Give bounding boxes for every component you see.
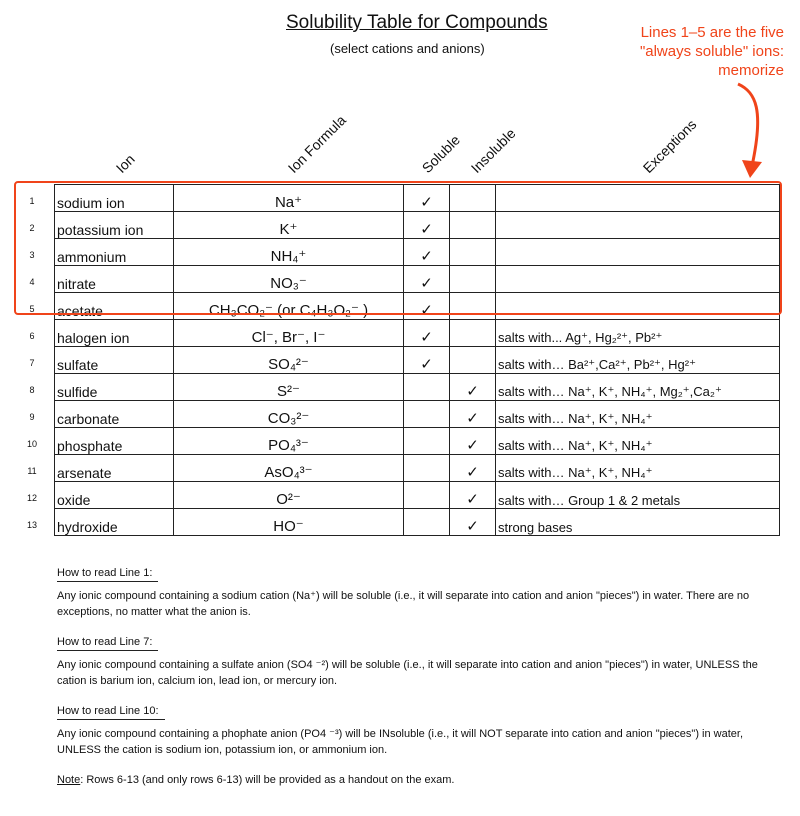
- ion-name-cell: acetate: [55, 293, 174, 320]
- exceptions-cell: strong bases: [496, 509, 780, 536]
- table-row: [55, 374, 780, 401]
- soluble-cell: [404, 482, 450, 509]
- soluble-cell: [404, 401, 450, 428]
- ion-formula-cell: Na⁺: [174, 185, 404, 212]
- note-heading: How to read Line 1:: [57, 565, 158, 582]
- column-header-ion: Ion: [112, 150, 138, 176]
- ion-name-cell: sodium ion: [55, 185, 174, 212]
- row-number: 4: [29, 277, 35, 287]
- soluble-cell: [404, 212, 450, 239]
- exceptions-cell: [496, 185, 780, 212]
- ion-name-cell: ammonium: [55, 239, 174, 266]
- row-number: 7: [29, 358, 35, 368]
- insoluble-cell: [450, 266, 496, 293]
- checkmark-icon: ✓: [466, 491, 479, 508]
- table-row: [55, 347, 780, 374]
- soluble-cell: [404, 266, 450, 293]
- row-number: 9: [29, 412, 35, 422]
- table-row: [55, 482, 780, 509]
- final-note: [57, 772, 787, 788]
- table-row: [55, 212, 780, 239]
- checkmark-icon: ✓: [466, 437, 479, 454]
- solubility-table: [54, 184, 780, 536]
- checkmark-icon: ✓: [466, 518, 479, 535]
- insoluble-cell: [450, 239, 496, 266]
- table-row: [55, 185, 780, 212]
- exceptions-cell: [496, 293, 780, 320]
- insoluble-cell: [450, 374, 496, 401]
- row-number: 8: [29, 385, 35, 395]
- row-number: 2: [29, 223, 35, 233]
- table-row: [55, 239, 780, 266]
- final-note-label: Note: [57, 774, 81, 786]
- row-number: 11: [27, 466, 37, 476]
- exceptions-cell: salts with… Na⁺, K⁺, NH₄⁺: [496, 428, 780, 455]
- row-number: 6: [29, 331, 35, 341]
- soluble-cell: [404, 293, 450, 320]
- row-number: 10: [26, 439, 37, 449]
- checkmark-icon: ✓: [420, 221, 433, 238]
- exceptions-cell: salts with… Group 1 & 2 metals: [496, 482, 780, 509]
- exceptions-cell: [496, 239, 780, 266]
- soluble-cell: [404, 347, 450, 374]
- ion-name-cell: halogen ion: [55, 320, 174, 347]
- insoluble-cell: [450, 347, 496, 374]
- ion-name-cell: sulfate: [55, 347, 174, 374]
- ion-formula-cell: S²⁻: [174, 374, 404, 401]
- note-body: Any ionic compound containing a sodium cation (Na⁺) will be soluble (i.e., it will separate into cation and anion "pieces") in water. There are no exceptions, no matter what the anion is.: [57, 590, 750, 618]
- row-number: 5: [29, 304, 35, 314]
- ion-formula-cell: O²⁻: [174, 482, 404, 509]
- checkmark-icon: ✓: [420, 194, 433, 211]
- checkmark-icon: ✓: [420, 275, 433, 292]
- checkmark-icon: ✓: [420, 356, 433, 373]
- checkmark-icon: ✓: [466, 464, 479, 481]
- ion-formula-cell: K⁺: [174, 212, 404, 239]
- ion-formula-cell: NO₃⁻: [174, 266, 404, 293]
- soluble-cell: [404, 185, 450, 212]
- ion-formula-cell: Cl⁻, Br⁻, I⁻: [174, 320, 404, 347]
- ion-name-cell: hydroxide: [55, 509, 174, 536]
- ion-name-cell: arsenate: [55, 455, 174, 482]
- table-row: [55, 293, 780, 320]
- insoluble-cell: [450, 293, 496, 320]
- exceptions-cell: [496, 212, 780, 239]
- page-subtitle: (select cations and anions): [330, 41, 485, 56]
- note-body: Any ionic compound containing a phophate anion (PO4 ⁻³) will be INsoluble (i.e., it will NOT separate into cation and anion "pieces") in water, UNLESS the cation is sodium ion, potassium ion, or ammonium ion.: [57, 728, 744, 756]
- row-number: 1: [29, 196, 35, 206]
- ion-formula-cell: PO₄³⁻: [174, 428, 404, 455]
- row-number: 13: [26, 520, 37, 530]
- checkmark-icon: ✓: [466, 410, 479, 427]
- exceptions-cell: salts with... Ag⁺, Hg₂²⁺, Pb²⁺: [496, 320, 780, 347]
- soluble-cell: [404, 374, 450, 401]
- exceptions-cell: salts with… Na⁺, K⁺, NH₄⁺: [496, 401, 780, 428]
- insoluble-cell: [450, 185, 496, 212]
- table-row: [55, 320, 780, 347]
- ion-name-cell: sulfide: [55, 374, 174, 401]
- row-number: 3: [29, 250, 35, 260]
- ion-formula-cell: AsO₄³⁻: [174, 455, 404, 482]
- table-row: [55, 428, 780, 455]
- callout-line-2: "always soluble" ions:: [639, 43, 784, 60]
- final-note-text: : Rows 6-13 (and only rows 6-13) will be provided as a handout on the exam.: [80, 774, 455, 786]
- ion-formula-cell: NH₄⁺: [174, 239, 404, 266]
- ion-name-cell: potassium ion: [55, 212, 174, 239]
- page-title: Solubility Table for Compounds: [286, 12, 548, 33]
- checkmark-icon: ✓: [420, 248, 433, 265]
- insoluble-cell: [450, 320, 496, 347]
- insoluble-cell: [450, 401, 496, 428]
- ion-formula-cell: CH₃CO₂⁻ (or C₄H₃O₂⁻ ): [174, 293, 404, 320]
- reading-notes: [57, 565, 787, 788]
- callout-line-3: memorize: [718, 62, 784, 79]
- ion-formula-cell: HO⁻: [174, 509, 404, 536]
- ion-name-cell: nitrate: [55, 266, 174, 293]
- insoluble-cell: [450, 212, 496, 239]
- exceptions-cell: salts with… Ba²⁺,Ca²⁺, Pb²⁺, Hg²⁺: [496, 347, 780, 374]
- column-header-formula: Ion Formula: [284, 111, 349, 176]
- exceptions-cell: [496, 266, 780, 293]
- ion-name-cell: phosphate: [55, 428, 174, 455]
- soluble-cell: [404, 320, 450, 347]
- column-header-insoluble: Insoluble: [467, 125, 519, 176]
- column-header-soluble: Soluble: [418, 131, 464, 176]
- checkmark-icon: ✓: [466, 383, 479, 400]
- table-row: [55, 401, 780, 428]
- note-body: Any ionic compound containing a sulfate anion (SO4 ⁻²) will be soluble (i.e., it will separate into cation and anion "pieces") in water, UNLESS the cation is barium ion, calcium ion, lead ion, or mercury ion.: [57, 659, 758, 687]
- insoluble-cell: [450, 482, 496, 509]
- exceptions-cell: salts with… Na⁺, K⁺, NH₄⁺: [496, 455, 780, 482]
- checkmark-icon: ✓: [420, 329, 433, 346]
- callout-line-1: Lines 1–5 are the five: [640, 24, 784, 41]
- note-heading: How to read Line 10:: [57, 703, 165, 720]
- ion-formula-cell: CO₃²⁻: [174, 401, 404, 428]
- soluble-cell: [404, 239, 450, 266]
- table-row: [55, 509, 780, 536]
- soluble-cell: [404, 428, 450, 455]
- exceptions-cell: salts with… Na⁺, K⁺, NH₄⁺, Mg₂⁺,Ca₂⁺: [496, 374, 780, 401]
- table-row: [55, 455, 780, 482]
- ion-formula-cell: SO₄²⁻: [174, 347, 404, 374]
- note-heading: How to read Line 7:: [57, 634, 158, 651]
- ion-name-cell: carbonate: [55, 401, 174, 428]
- column-header-exceptions: Exceptions: [639, 116, 700, 176]
- insoluble-cell: [450, 509, 496, 536]
- checkmark-icon: ✓: [420, 302, 433, 319]
- insoluble-cell: [450, 455, 496, 482]
- row-number: 12: [26, 493, 37, 503]
- insoluble-cell: [450, 428, 496, 455]
- table-row: [55, 266, 780, 293]
- soluble-cell: [404, 455, 450, 482]
- soluble-cell: [404, 509, 450, 536]
- ion-name-cell: oxide: [55, 482, 174, 509]
